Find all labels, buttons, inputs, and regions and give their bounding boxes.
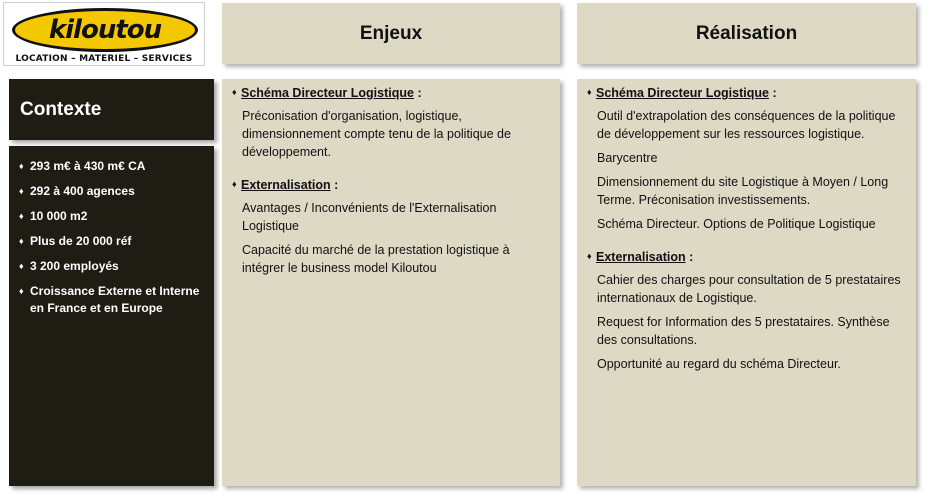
bullet-icon: ♦ xyxy=(232,87,237,97)
realisation-paragraph: Dimensionnement du site Logistique à Moyen / Long Terme. Préconisation investissements. xyxy=(597,175,889,207)
context-item: ♦ Plus de 20 000 réf xyxy=(19,234,132,248)
context-item: ♦ 3 200 employés xyxy=(19,259,119,273)
bullet-icon: ♦ xyxy=(19,211,24,221)
bullet-icon: ♦ xyxy=(19,161,24,171)
logo-tagline: LOCATION – MATERIEL – SERVICES xyxy=(15,54,193,64)
realisation-title: Réalisation xyxy=(695,22,798,44)
realisation-paragraph: Opportunité au regard du schéma Directeur. xyxy=(597,357,841,371)
context-item: ♦ 10 000 m2 xyxy=(19,209,88,223)
context-item: ♦ 292 à 400 agences xyxy=(19,184,135,198)
realisation-paragraph: Request for Information des 5 prestataires. Synthèse des consultations. xyxy=(597,315,890,347)
context-header xyxy=(9,79,214,140)
enjeux-title: Enjeux xyxy=(359,22,423,44)
bullet-icon: ♦ xyxy=(19,236,24,246)
realisation-panel xyxy=(577,79,916,486)
context-item: ♦ Croissance Externe et Interne en France et en Europe xyxy=(19,284,200,315)
bullet-icon: ♦ xyxy=(19,186,24,196)
realisation-paragraph: Schéma Directeur. Options de Politique Logistique xyxy=(597,217,876,231)
context-title: Contexte xyxy=(20,99,102,120)
context-panel xyxy=(9,146,214,486)
kiloutou-logo xyxy=(3,2,205,66)
realisation-header xyxy=(577,3,916,64)
bullet-icon: ♦ xyxy=(19,261,24,271)
context-list xyxy=(9,146,214,317)
realisation-paragraph: Barycentre xyxy=(597,151,658,165)
enjeux-section-heading: ♦ Externalisation : xyxy=(232,178,339,192)
logo-brand-text: kiloutou xyxy=(48,15,162,45)
realisation-section-heading: ♦ Externalisation : xyxy=(587,250,694,264)
context-item: ♦ 293 m€ à 430 m€ CA xyxy=(19,159,146,173)
enjeux-section-heading: ♦ Schéma Directeur Logistique : xyxy=(232,86,422,100)
realisation-paragraph: Cahier des charges pour consultation de 5 prestataires internationaux de Logistique. xyxy=(597,273,901,305)
realisation-section-heading: ♦ Schéma Directeur Logistique : xyxy=(587,86,777,100)
bullet-icon: ♦ xyxy=(232,179,237,189)
realisation-paragraph: Outil d'extrapolation des conséquences de la politique de développement sur les ressources logistique. xyxy=(597,109,896,141)
enjeux-header xyxy=(222,3,560,64)
bullet-icon: ♦ xyxy=(19,286,24,296)
enjeux-panel xyxy=(222,79,560,486)
bullet-icon: ♦ xyxy=(587,87,592,97)
logo-oval xyxy=(12,8,198,52)
enjeux-paragraph: Préconisation d'organisation, logistique, dimensionnement compte tenu de la politique de développement. xyxy=(242,109,511,159)
enjeux-paragraph: Capacité du marché de la prestation logistique à intégrer le business model Kiloutou xyxy=(242,243,510,275)
enjeux-paragraph: Avantages / Inconvénients de l'Externalisation Logistique xyxy=(242,201,497,233)
bullet-icon: ♦ xyxy=(587,251,592,261)
